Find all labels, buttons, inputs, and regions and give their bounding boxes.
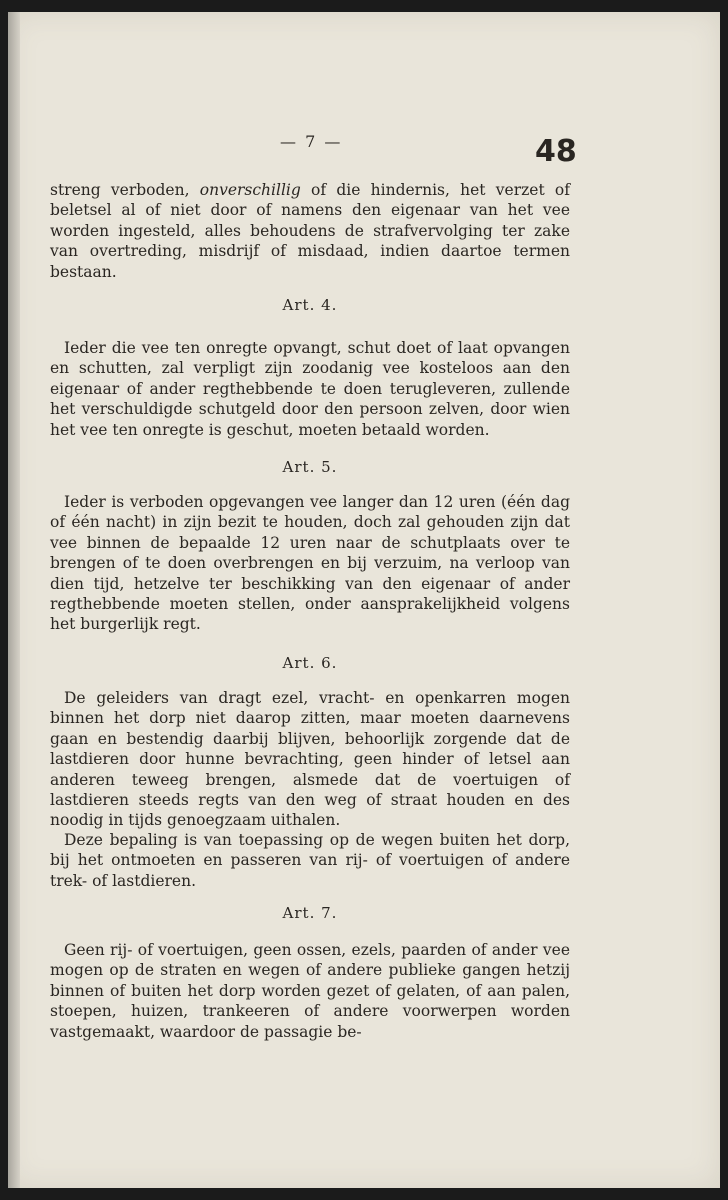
article-7-text: Geen rij- of voertuigen, geen ossen, ezels, paarden of ander vee mogen op de straten en wegen of andere publieke gangen hetzij binnen of buiten het dorp worden gezet of gelaten, of aan palen, stoepen, huizen, trankeeren of andere voorwerpen worden vastgemaakt, waardoor de passagie be- [50,941,570,1041]
article-6-heading: Art. 6. [282,654,338,672]
article-6-text-a: De geleiders van dragt ezel, vracht- en openkarren mogen binnen het dorp niet daarop zitten, maar moeten daarnevens gaan en bestendig daarbij blijven, behoorlijk zorgende dat de lastdieren door hunne bevrachting, geen hinder of letsel aan anderen teweeg brengen, alsmede dat de voertuigen of lastdieren steeds regts van den weg of straat houden en des noodig in tijds genoegzaam uithalen. [50,689,570,830]
article-7-heading: Art. 7. [282,904,338,922]
article-4-text: Ieder die vee ten onregte opvangt, schut doet of laat opvangen en schutten, zal verpligt zijn zoodanig vee kosteloos aan den eigenaar of ander regthebbende te doen terugleveren, zullende het verschuldigde schutgeld door den persoon zelven, door wien het vee ten onregte is geschut, moeten betaald worden. [50,339,570,439]
p0-text-b: of die hindernis, het verzet of beletsel al of niet door of namens den eigenaar van het vee worden ingesteld, alles behoudens de strafvervolging ter zake van overtreding, misdrijf of misdaad, indien daartoe termen bestaan. [50,181,570,281]
p0-italic: onverschillig [199,181,301,199]
paragraph-continuation [50,180,570,282]
leaf-number: 48 [535,134,577,169]
article-4-heading: Art. 4. [282,296,338,314]
article-5-text: Ieder is verboden opgevangen vee langer dan 12 uren (één dag of één nacht) in zijn bezit te houden, doch zal gehouden zijn dat vee binnen de bepaalde 12 uren naar de schutplaats over te brengen of te doen overbrengen en bij verzuim, na verloop van dien tijd, hetzelve ter beschikking van den eigenaar of ander regthebbende moeten stellen, onder aansprakelijkheid volgens het burgerlijk regt. [50,493,570,634]
page-folio: — 7 — [280,132,343,151]
p0-text-a: streng verboden, [50,181,200,199]
page-binding-edge [8,12,20,1188]
article-5-heading: Art. 5. [282,458,338,476]
article-6-text-b: Deze bepaling is van toepassing op de wegen buiten het dorp, bij het ontmoeten en passeren van rij- of voertuigen of andere trek- of lastdieren. [50,831,570,890]
